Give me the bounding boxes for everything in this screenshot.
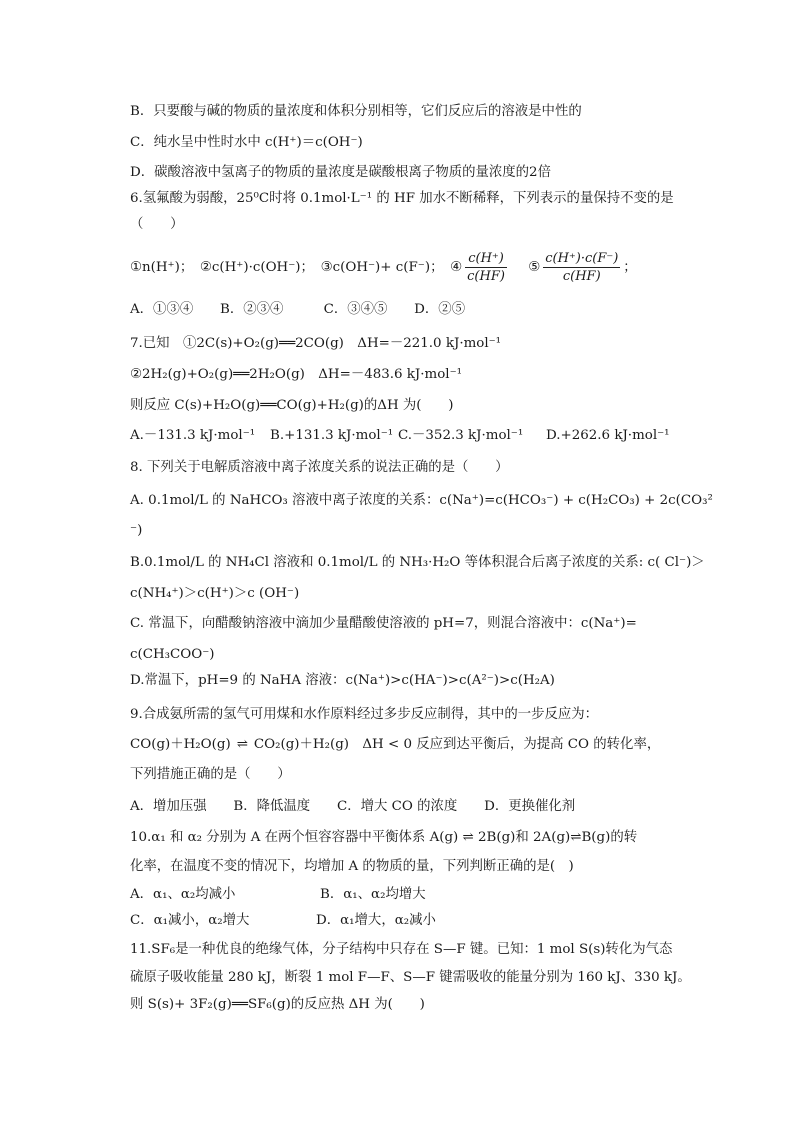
- q5-option-c: C．纯水呈中性时水中 c(H⁺)＝c(OH⁻): [130, 135, 363, 150]
- q6-stem-line2: （ ）: [130, 217, 184, 232]
- q5-option-b: B．只要酸与碱的物质的量浓度和体积分别相等，它们反应后的溶液是中性的: [130, 104, 582, 119]
- q8-option-a-line2: ⁻): [130, 523, 143, 538]
- q6-frac4-denominator: c(HF): [467, 269, 505, 284]
- q9-equilibrium-arrow: ⇌: [236, 737, 248, 752]
- q6-fraction-5: [543, 250, 620, 285]
- q7-line3: 则反应 C(s)+H₂O(g)══CO(g)+H₂(g)的ΔH 为( ): [130, 398, 454, 413]
- q6-frac4-numerator: c(H⁺): [465, 250, 507, 268]
- q6-stem-line1: 6.氢氟酸为弱酸，25⁰C时将 0.1mol·L⁻¹ 的 HF 加水不断稀释，下列表示的量保持不变的是: [130, 191, 674, 206]
- q11-line2: 硫原子吸收能量 280 kJ，断裂 1 mol F—F、S—F 键需吸收的能量分别为 160 kJ、330 kJ。: [130, 970, 691, 985]
- q5-option-d: D．碳酸溶液中氢离子的物质的量浓度是碳酸根离子物质的量浓度的2倍: [130, 165, 551, 180]
- q11-line3: 则 S(s)+ 3F₂(g)══SF₆(g)的反应热 ΔH 为( ): [130, 997, 425, 1012]
- q6-items: [130, 250, 637, 285]
- q10-option-a: A．α₁、α₂均减小: [130, 887, 236, 902]
- q6-fraction-4: [465, 250, 507, 285]
- q7-option-b: B.+131.3 kJ·mol⁻¹: [270, 428, 394, 443]
- q8-option-c-line1: C. 常温下，向醋酸钠溶液中滴加少量醋酸使溶液的 pH=7，则混合溶液中：c(Na⁺)=: [130, 616, 637, 631]
- q7-line2: ②2H₂(g)+O₂(g)══2H₂O(g) ΔH=－483.6 kJ·mol⁻¹: [130, 367, 463, 382]
- q7-option-a: A.－131.3 kJ·mol⁻¹: [130, 428, 256, 443]
- q8-option-b-line1: B.0.1mol/L 的 NH₄Cl 溶液和 0.1mol/L 的 NH₃·H₂O 等体积混合后离子浓度的关系: c( Cl⁻)＞: [130, 555, 705, 570]
- q7-option-d: D.+262.6 kJ·mol⁻¹: [546, 428, 670, 443]
- q9-stem-line1: 9.合成氨所需的氢气可用煤和水作原料经过多步反应制得，其中的一步反应为：: [130, 707, 599, 722]
- q9-equation-right: CO₂(g)＋H₂(g) ΔH < 0 反应到达平衡后，为提高 CO 的转化率，: [253, 737, 661, 752]
- q7-line1: 7.已知 ①2C(s)+O₂(g)══2CO(g) ΔH=－221.0 kJ·mol⁻¹: [130, 336, 502, 351]
- q10-stem-line2: 化率，在温度不变的情况下，均增加 A 的物质的量，下列判断正确的是( ): [130, 859, 574, 874]
- q8-option-d: D.常温下，pH=9 的 NaHA 溶液：c(Na⁺)>c(HA⁻)>c(A²⁻)>c(H₂A): [130, 673, 555, 688]
- q11-line1: 11.SF₆是一种优良的绝缘气体，分子结构中只存在 S—F 键。已知：1 mol S(s)转化为气态: [130, 942, 673, 957]
- q6-frac5-denominator: c(HF): [562, 269, 601, 284]
- q8-option-a-line1: A. 0.1mol/L 的 NaHCO₃ 溶液中离子浓度的关系：c(Na⁺)=c(HCO₃⁻) + c(H₂CO₃) + 2c(CO₃²: [130, 493, 713, 508]
- q7-option-c: C.－352.3 kJ·mol⁻¹: [398, 428, 524, 443]
- q8-option-b-line2: c(NH₄⁺)＞c(H⁺)＞c (OH⁻): [130, 586, 300, 601]
- q10-option-b: B．α₁、α₂均增大: [320, 887, 426, 902]
- q9-equation-left: CO(g)＋H₂O(g): [130, 737, 231, 752]
- q10-stem-line1: 10.α₁ 和 α₂ 分别为 A 在两个恒容容器中平衡体系 A(g) ⇌ 2B(g)和 2A(g)⇌B(g)的转: [130, 830, 638, 845]
- q6-frac5-numerator: c(H⁺)·c(F⁻): [545, 251, 619, 266]
- q6-item5-label: ⑤: [528, 260, 541, 275]
- q6-options: A．①③④ B．②③④ C．③④⑤ D．②⑤: [130, 302, 466, 317]
- q10-option-c: C．α₁减小，α₂增大: [130, 913, 250, 928]
- q6-items-text: ①n(H⁺)； ②c(H⁺)·c(OH⁻)； ③c(OH⁻)+ c(F⁻)； ④: [130, 260, 463, 275]
- q9-options: A．增加压强 B．降低温度 C．增大 CO 的浓度 D．更换催化剂: [130, 799, 576, 814]
- q9-stem-line3: 下列措施正确的是（ ）: [130, 767, 291, 782]
- q6-items-end: ；: [623, 260, 637, 275]
- q9-equation-line: [130, 736, 660, 754]
- q8-stem: 8. 下列关于电解质溶液中离子浓度关系的说法正确的是（ ）: [130, 460, 509, 475]
- q10-option-d: D．α₁增大，α₂减小: [316, 913, 436, 928]
- q8-option-c-line2: c(CH₃COO⁻): [130, 647, 215, 662]
